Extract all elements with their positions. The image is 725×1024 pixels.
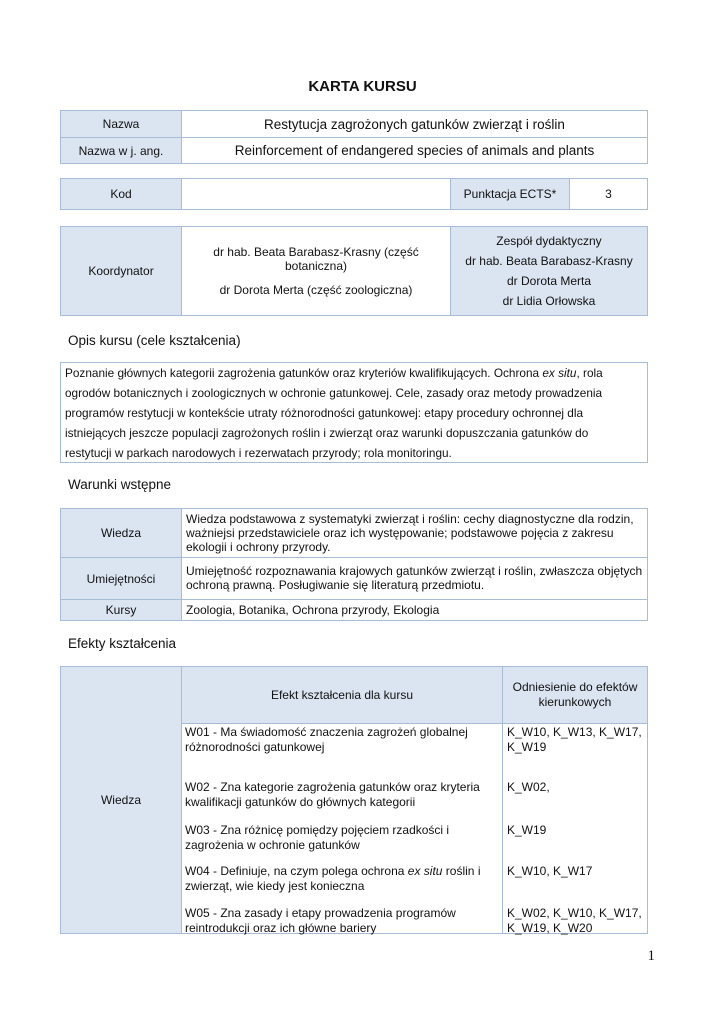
effect-w04: W04 - Definiuje, na czym polega ochrona ex situ roślin i zwierząt, wie kiedy jest konieczna xyxy=(185,864,481,893)
ref-w03: K_W19 xyxy=(507,823,547,837)
coordinator-names xyxy=(181,226,451,316)
team-box xyxy=(450,226,648,316)
kod-label: Kod xyxy=(60,178,182,210)
coordinator-name-1: dr hab. Beata Barabasz-Krasny (część botaniczna) xyxy=(213,245,419,273)
opis-line-2: ogrodów botanicznych i zoologicznych w ochronie gatunkowej. Cele, zasady oraz metody prowadzenia xyxy=(65,386,603,400)
opis-box xyxy=(60,362,648,463)
kod-value xyxy=(181,178,451,210)
effect-w01: W01 - Ma świadomość znaczenia zagrożeń globalnej różnorodności gatunkowej xyxy=(185,725,468,754)
ref-w05: K_W02, K_W10, K_W17, K_W19, K_W20 xyxy=(507,906,642,935)
ects-label: Punktacja ECTS* xyxy=(450,178,570,210)
opis-heading: Opis kursu (cele kształcenia) xyxy=(68,333,241,348)
name-en-label: Nazwa w j. ang. xyxy=(60,137,182,164)
warunki-umiejetnosci-value: Umiejętność rozpoznawania krajowych gatunków zwierząt i roślin, zwłaszcza objętych ochroną prawną. Posługiwanie się literaturą przedmiotu. xyxy=(181,557,648,600)
ref-w01: K_W10, K_W13, K_W17, K_W19 xyxy=(507,725,642,754)
page-title: KARTA KURSU xyxy=(308,78,417,95)
coordinator-name-2: dr Dorota Merta (część zoologiczna) xyxy=(219,283,413,297)
efekty-col-effect: Efekt kształcenia dla kursu xyxy=(181,666,503,724)
effect-w03: W03 - Zna różnicę pomiędzy pojęciem rzadkości i zagrożenia w ochronie gatunków xyxy=(185,823,450,852)
name-en-value: Reinforcement of endangered species of animals and plants xyxy=(181,137,648,164)
efekty-category: Wiedza xyxy=(60,666,182,934)
team-member-3: dr Lidia Orłowska xyxy=(502,294,596,308)
opis-line-5: restytucji w parkach narodowych i rezerwatach przyrody; rola monitoringu. xyxy=(65,446,452,460)
name-value: Restytucja zagrożonych gatunków zwierząt i roślin xyxy=(181,110,648,138)
coordinator-label: Koordynator xyxy=(60,226,182,316)
effect-w05: W05 - Zna zasady i etapy prowadzenia programów reintrodukcji oraz ich główne bariery xyxy=(185,906,456,935)
opis-line-1: Poznanie głównych kategorii zagrożenia gatunków oraz kryteriów kwalifikujących. Ochrona ex situ, rola xyxy=(65,366,603,380)
team-label: Zespół dydaktyczny xyxy=(496,234,602,248)
ref-w04: K_W10, K_W17 xyxy=(507,864,593,878)
warunki-kursy-label: Kursy xyxy=(60,599,182,621)
warunki-wiedza-label: Wiedza xyxy=(60,508,182,558)
opis-line-4: istniejących jeszcze populacji zagrożonych roślin i zwierząt oraz warunki dopuszczania gatunków do xyxy=(65,426,589,440)
warunki-kursy-value: Zoologia, Botanika, Ochrona przyrody, Ekologia xyxy=(181,599,648,621)
warunki-wiedza-value: Wiedza podstawowa z systematyki zwierząt i roślin: cechy diagnostyczne dla rodzin, ważniejsi przedstawiciele oraz ich występowanie; podstawowe pojęcia z zakresu ekologii i ochrony przyrody. xyxy=(181,508,648,558)
page-number: 1 xyxy=(647,948,655,964)
warunki-umiejetnosci-label: Umiejętności xyxy=(60,557,182,600)
team-member-2: dr Dorota Merta xyxy=(506,274,592,288)
effect-w02: W02 - Zna kategorie zagrożenia gatunków oraz kryteria kwalifikacji gatunków do głównych kategorii xyxy=(185,780,480,809)
name-label: Nazwa xyxy=(60,110,182,138)
ref-w02: K_W02, xyxy=(507,780,550,794)
efekty-col-ref: Odniesienie do efektów kierunkowych xyxy=(502,666,648,724)
warunki-heading: Warunki wstępne xyxy=(68,477,172,492)
opis-line-3: programów restytucji w kontekście utraty różnorodności gatunkowej: etapy procedury ochronnej dla xyxy=(65,406,584,420)
ects-value: 3 xyxy=(569,178,648,210)
team-member-1: dr hab. Beata Barabasz-Krasny xyxy=(465,254,633,268)
efekty-heading: Efekty kształcenia xyxy=(68,636,177,651)
